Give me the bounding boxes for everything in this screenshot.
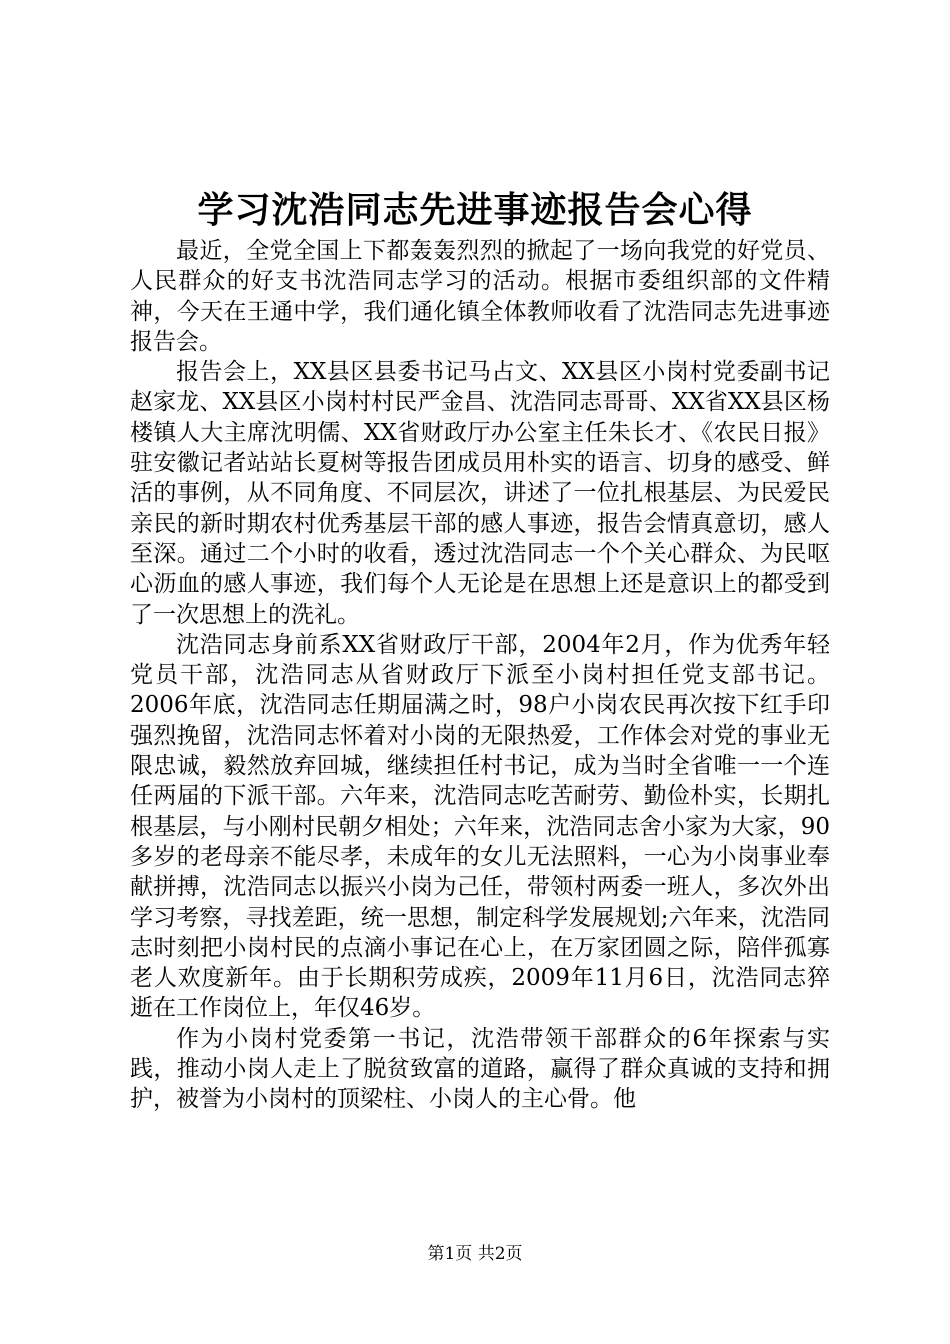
page-number-footer: 第1页 共2页 [427,1244,523,1264]
paragraph-4: 作为小岗村党委第一书记，沈浩带领干部群众的6年探索与实践，推动小岗人走上了脱贫致富的道路，赢得了群众真诚的支持和拥护，被誉为小岗村的顶梁柱、小岗人的主心骨。他 [130,1025,830,1113]
document-title: 学习沈浩同志先进事迹报告会心得 [197,189,753,231]
paragraph-2: 报告会上，XX县区县委书记马占文、XX县区小岗村党委副书记赵家龙、XX县区小岗村村民严金昌、沈浩同志哥哥、XX省XX县区杨楼镇人大主席沈明儒、XX省财政厅办公室主任朱长才、《农民日报》驻安徽记者站站长夏树等报告团成员用朴实的语言、切身的感受、鲜活的事例，从不同角度、不同层次，讲述了一位扎根基层、为民爱民亲民的新时期农村优秀基层干部的感人事迹，报告会情真意切，感人至深。通过二个小时的收看，透过沈浩同志一个个关心群众、为民呕心沥血的感人事迹，我们每个人无论是在思想上还是意识上的都受到了一次思想上的洗礼。 [130,359,830,628]
paragraph-3: 沈浩同志身前系XX省财政厅干部，2004年2月，作为优秀年轻党员干部，沈浩同志从省财政厅下派至小岗村担任党支部书记。2006年底，沈浩同志任期届满之时，98户小岗农民再次按下红手印强烈挽留，沈浩同志怀着对小岗的无限热爱，工作体会对党的事业无限忠诚，毅然放弃回城，继续担任村书记，成为当时全省唯一一个连任两届的下派干部。六年来，沈浩同志吃苦耐劳、勤俭朴实，长期扎根基层，与小刚村民朝夕相处；六年来，沈浩同志舍小家为大家，90多岁的老母亲不能尽孝，未成年的女儿无法照料，一心为小岗事业奉献拼搏，沈浩同志以振兴小岗为己任，带领村两委一班人，多次外出学习考察，寻找差距，统一思想，制定科学发展规划;六年来，沈浩同志时刻把小岗村民的点滴小事记在心上，在万家团圆之际，陪伴孤寡老人欢度新年。由于长期积劳成疾，2009年11月6日，沈浩同志猝逝在工作岗位上，年仅46岁。 [130,631,830,1022]
document-body [130,236,830,1115]
paragraph-1: 最近，全党全国上下都轰轰烈烈的掀起了一场向我党的好党员、人民群众的好支书沈浩同志学习的活动。根据市委组织部的文件精神，今天在王通中学，我们通化镇全体教师收看了沈浩同志先进事迹报告会。 [130,238,830,355]
